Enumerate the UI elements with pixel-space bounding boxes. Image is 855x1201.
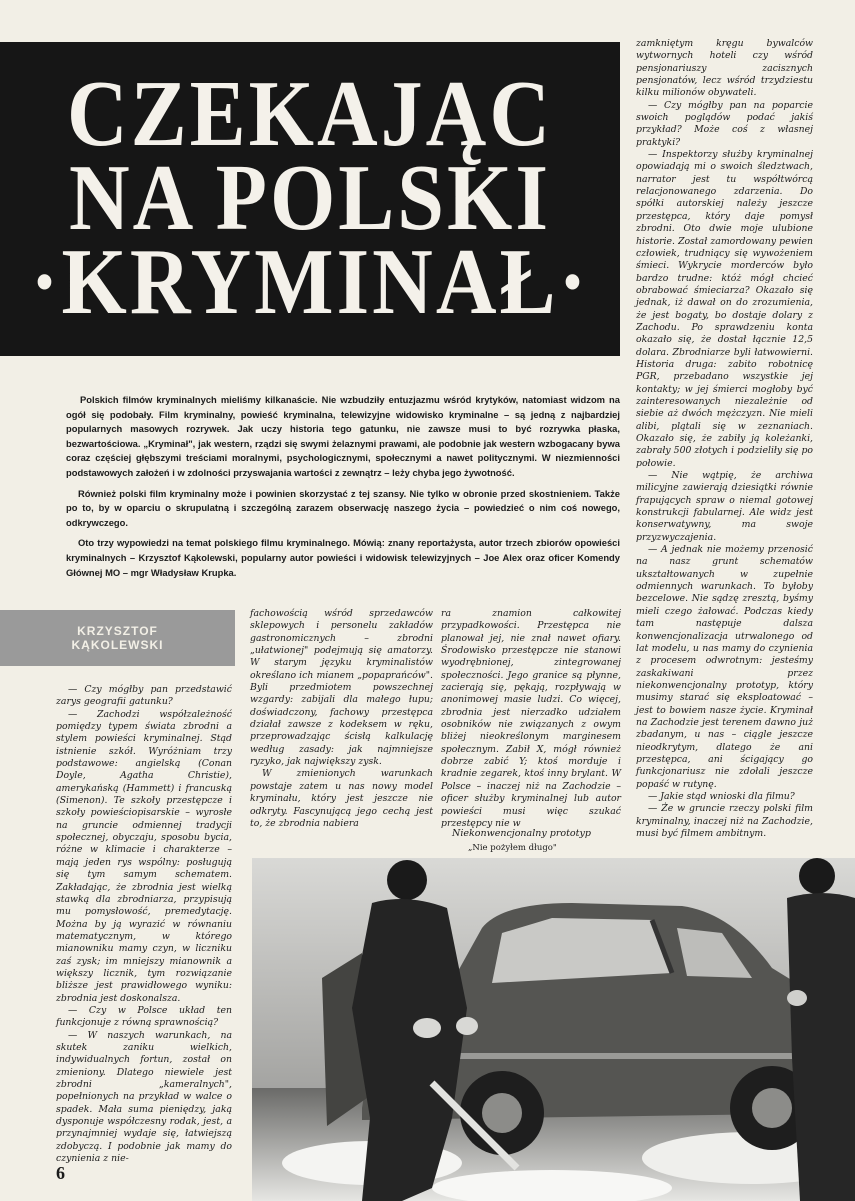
title-line-2: NA POLSKI — [68, 146, 552, 251]
author-box — [0, 610, 235, 666]
paragraph: — Inspektorzy służby kryminalnej opowiadają mi o swoich śledztwach, narrator jest tu współtwórcą relacjonowanego zdarzenia. Do spółki autorskiej należy jeszcze przestępca, który daje pomysł zbrodni. Oto dwie moje ulubione historie. Został zamordowany pewien człowiek, trudniący się wywożeniem śmieci. Wykrycie morderców było bardzo trudne: któż mógł chcieć obrabować śmieciarza? Okazało się jednak, iż dawał on do zrozumienia, że jest bogaty, bo dostaje dolary z Zachodu. Po sprawdzeniu konta okazało się, że dostał łącznie 12,5 dolara. Zbrodniarze byli łatwowierni. Historia druga: zabito robotnicę PGR, przebadano wszystkie jej kontakty; w jej śmierci mogłoby być zainteresowanych niezależnie od siebie aż dwóch mężczyzn. Nie mieli alibi, plątali się w zeznaniach. Okazało się, że zabiły ją koleżanki, zabrały 500 złotych i podzieliły się po połowie. — [636, 149, 813, 469]
author-name — [72, 624, 164, 652]
paragraph: — W naszych warunkach, na skutek zaniku wielkich, indywidualnych fortun, został on zmieniony. Dlatego niewiele jest zbrodni „kameralnych", popełnionych na przykład w walce o spadek. Mała suma pieniędzy, jaką dysponuje współczesny rodak, jest, a przynajmniej wydaje się, łatwiejszą zdobyczą. I podobnie jak mamy do czynienia z nie- — [56, 1029, 232, 1165]
lead-paragraph: Oto trzy wypowiedzi na temat polskiego filmu kryminalnego. Mówią: znany reportażysta, autor trzech zbiorów opowieści kryminalnych – Krzysztof Kąkolewski, popularny autor powieści i widowisk telewizyjnych – Joe Alex oraz oficer Komendy Głównej MO – mgr Władysław Krupka. — [66, 537, 620, 578]
column-left — [56, 684, 232, 1165]
title-line-3: ·KRYMINAŁ· — [30, 230, 590, 335]
author-first-name: KRZYSZTOF — [77, 624, 158, 638]
photo-caption-quote: „Nie pożyłem długo" — [468, 843, 557, 853]
lead-text — [66, 393, 620, 586]
paragraph: — Czy w Polsce układ ten funkcjonuje z równą sprawnością? — [56, 1004, 232, 1029]
paragraph: ra znamion całkowitej przypadkowości. Przestępca nie planował jej, nie znał nawet ofiary. Środowisko przestępcze nie stanowi wyodrębnionej, zintegrowanej społeczności. Jego granice są płynne, zacierają się, pękają, rozpływają w anonimowej masie ludzi. Co więcej, zbrodnia jest nierzadko udziałem osobników nie związanych z owym bliżej nieokreślonym marginesem społecznym. Zabił X, mógł również dobrze zabić Y; ktoś morduje i kradnie zegarek, ktoś inny brylant. W Polsce – inaczej niż na Zachodzie – oficer służby kryminalnej lub autor powieści musi więc szukać przestępcy nie w — [441, 608, 621, 829]
column-right — [636, 38, 813, 840]
paragraph: zamkniętym kręgu bywalców wytwornych hoteli czy wśród pensjonariuszy zacisznych pensjonatów, lecz wśród trzydziestu kilku milionów obywateli. — [636, 38, 813, 99]
column-middle-1 — [250, 608, 433, 830]
film-still-illustration — [252, 858, 855, 1201]
paragraph: — A jednak nie możemy przenosić na nasz grunt schematów ukształtowanych w zupełnie odmiennych warunkach. To byłoby bezcelowe. Nie sądzę zresztą, byśmy mieli czego żałować. Podczas kiedy tam następuje dalsza konwencjonalizacja utrwalonego od lat modelu, u nas mamy do czynienia z procesem odwrotnym: jesteśmy zaskakiwani przez niekonwencjonalny prototyp, który musimy starać się eksploatować – jest to bowiem nasze życie. Kryminał na Zachodzie jest terenem dawno już zbadanym, u nas – ciągle jeszcze nieodkrytym, dlatego że ani przestępca, ani ścigający go funkcjonariusz nie zdołali jeszcze popaść w rutynę. — [636, 544, 813, 790]
paragraph: — Czy mógłby pan przedstawić zarys geografii gatunku? — [56, 684, 232, 708]
column-middle-2 — [441, 608, 621, 830]
paragraph: — Jakie stąd wnioski dla filmu? — [648, 790, 795, 802]
page-number: 6 — [56, 1163, 65, 1183]
film-still-photo — [252, 858, 855, 1201]
title-line-1: CZEKAJĄC — [66, 62, 554, 167]
lead-paragraph: Polskich filmów kryminalnych mieliśmy kilkanaście. Nie wzbudziły entuzjazmu wśród krytyków, natomiast widzom na ogół się podobały. Film kryminalny, powieść kryminalna, telewizyjne widowisko kryminalne – są jedną z najbardziej popularnych masowych rozrywek. Jak uczy historia tego gatunku, nie zawsze musi to być rozrywka płaska, bezwartościowa. „Kryminał", jak western, rządzi się swymi żelaznymi prawami, ale podobnie jak western wzbogacany bywa coraz częściej głębszymi treściami moralnymi, psychologicznymi, społecznymi a nawet politycznymi. W niezmienności podstawowych założeń i w zdolności przyswajania wartości z zewnątrz – leży chyba jego żywotność. — [66, 394, 620, 478]
paragraph: — Czy mógłby pan na poparcie swoich poglądów podać jakiś przykład? Może coś z własnej praktyki? — [636, 99, 813, 148]
author-last-name: KĄKOLEWSKI — [71, 638, 164, 652]
title-block — [0, 42, 620, 356]
paragraph: — Nie wątpię, że archiwa milicyjne zawierają dziesiątki równie frapujących spraw o niemal gotowej konstrukcji fabularnej. Ale widz jest konserwatywny, ma swoje przyzwyczajenia. — [636, 470, 813, 543]
photo-caption: Niekonwencjonalny prototyp — [452, 828, 591, 839]
paragraph: fachowością wśród sprzedawców sklepowych i personelu zakładów gastronomicznych – zbrodni „ułatwionej" podejmują się amatorzy. W starym języku kryminalistów określano ich mianem „popaprańców". Byli przedmiotem powszechnej wzgardy: zabijali dla małego łupu; doświadczony, fachowy przestępca działał zawsze z kodeksem w ręku, przeprowadzając ścisłą kalkulację według zasady: jak najmniejsze ryzyko, jak największy zysk. — [250, 608, 433, 768]
lead-paragraph: Również polski film kryminalny może i powinien skorzystać z tej szansy. Nie tylko w obronie przed skostnieniem. Także po to, by w oparciu o skrupulatną i szczególną zarazem obserwację naszego życia – powiedzieć o nim coś nowego, odkrywczego. — [66, 487, 620, 528]
paragraph: — Że w gruncie rzeczy polski film kryminalny, inaczej niż na Zachodzie, musi być filmem ambitnym. — [636, 803, 813, 839]
paragraph: — Zachodzi współzależność pomiędzy typem świata zbrodni a stylem powieści kryminalnej. Stąd istnienie szkół. Wyróżniam trzy podstawowe: angielską (Conan Doyle, Agatha Christie), amerykańską (Hammett) i francuską (Simenon). Te szkoły przestępcze i szkoły powieściopisarskie – wyrosłe na gruncie odmiennej tradycji społecznej, obyczaju, sposobu bycia, różne w klimacie i charakterze – mają jeden rys wspólny: posługują się tym samym schematem. Zakładając, że zbrodnia jest wielką stawką dla zbrodniarza, przypisują mu pomysłowość, premedytację. Można by ją wyrazić w równaniu matematycznym, w którego mianowniku mamy czyn, w liczniku zaś zysk; im mniejszy mianownik a większy licznik, tym rozwiązanie bliższe jest prawidłowego wyniku: zbrodnia jest doskonalsza. — [56, 708, 232, 1004]
paragraph: W zmienionych warunkach powstaje zatem u nas nowy model kryminału, który jest jeszcze nie odkryty. Fascynującą jego cechą jest to, że zbrodnia nabiera — [250, 768, 433, 829]
